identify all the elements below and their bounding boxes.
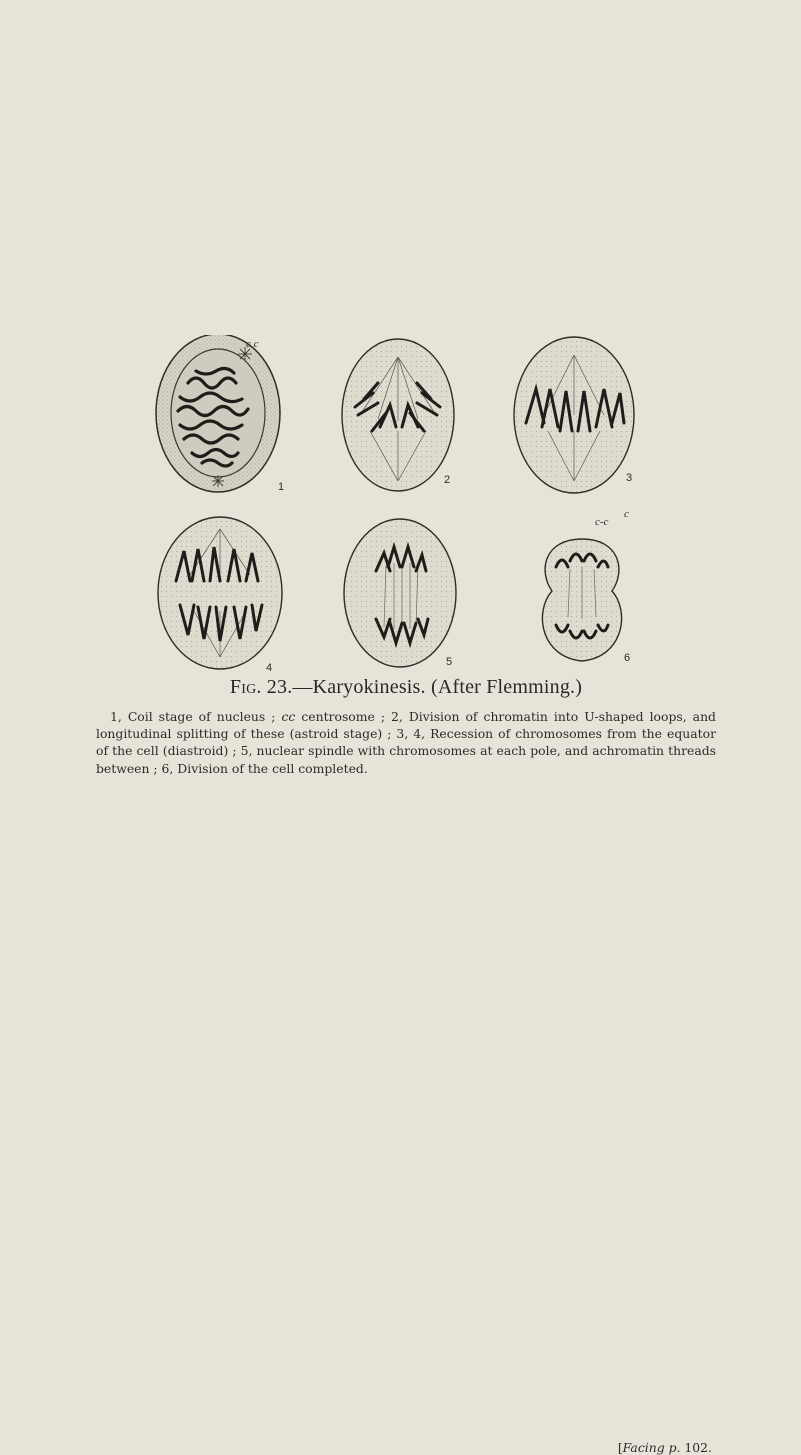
cell-4-label: 4 xyxy=(266,662,273,674)
figure-caption xyxy=(96,676,716,1455)
cell-4-recession xyxy=(158,517,282,674)
cell-6-division-completed xyxy=(542,516,630,664)
cell-1-label: 1 xyxy=(278,481,285,493)
caption-part-3: centrosome ; 2, Division of chromatin into U-shaped loops, and longitudinal splitting of these (astroid stage) ; 3, 4, Recession of chromosomes from the equator of the cell (diastroid) ; 5, nuclear spindle with chromosomes at each pole, and achromatin threads between ; 6, Division of the cell completed. xyxy=(96,709,716,776)
figure-caption-body xyxy=(96,708,716,777)
facing-bracket: [ xyxy=(617,1440,623,1455)
cell-2-astroid-stage xyxy=(342,339,454,491)
facing-page-number: 102. xyxy=(684,1440,712,1455)
facing-page-note xyxy=(618,1440,712,1455)
cell-5-label: 5 xyxy=(446,656,453,668)
cell-5-nuclear-spindle xyxy=(344,519,456,668)
cell-3-annotation: c xyxy=(624,508,629,520)
figure-title-text: —Karyokinesis. xyxy=(292,676,426,698)
cell-3-label: 3 xyxy=(626,472,633,484)
facing-text: Facing p. xyxy=(622,1440,681,1455)
karyokinesis-plate xyxy=(150,335,660,690)
figure-title-attribution: (After Flemming.) xyxy=(430,676,583,698)
cell-6-annotation: c-c xyxy=(595,516,609,528)
cell-1-coil-stage xyxy=(156,335,284,493)
figure-title-number: 23. xyxy=(266,676,293,698)
cell-2-label: 2 xyxy=(444,474,451,486)
caption-part-1: 1, Coil stage of nucleus ; xyxy=(110,709,282,724)
cell-6-label: 6 xyxy=(624,652,631,664)
figure-title-prefix: Fig. xyxy=(229,676,262,698)
cell-1-annotation: c c xyxy=(246,338,259,350)
caption-part-2: cc xyxy=(281,709,296,724)
cell-3-diastroid xyxy=(514,337,634,520)
figure-title xyxy=(96,676,716,699)
